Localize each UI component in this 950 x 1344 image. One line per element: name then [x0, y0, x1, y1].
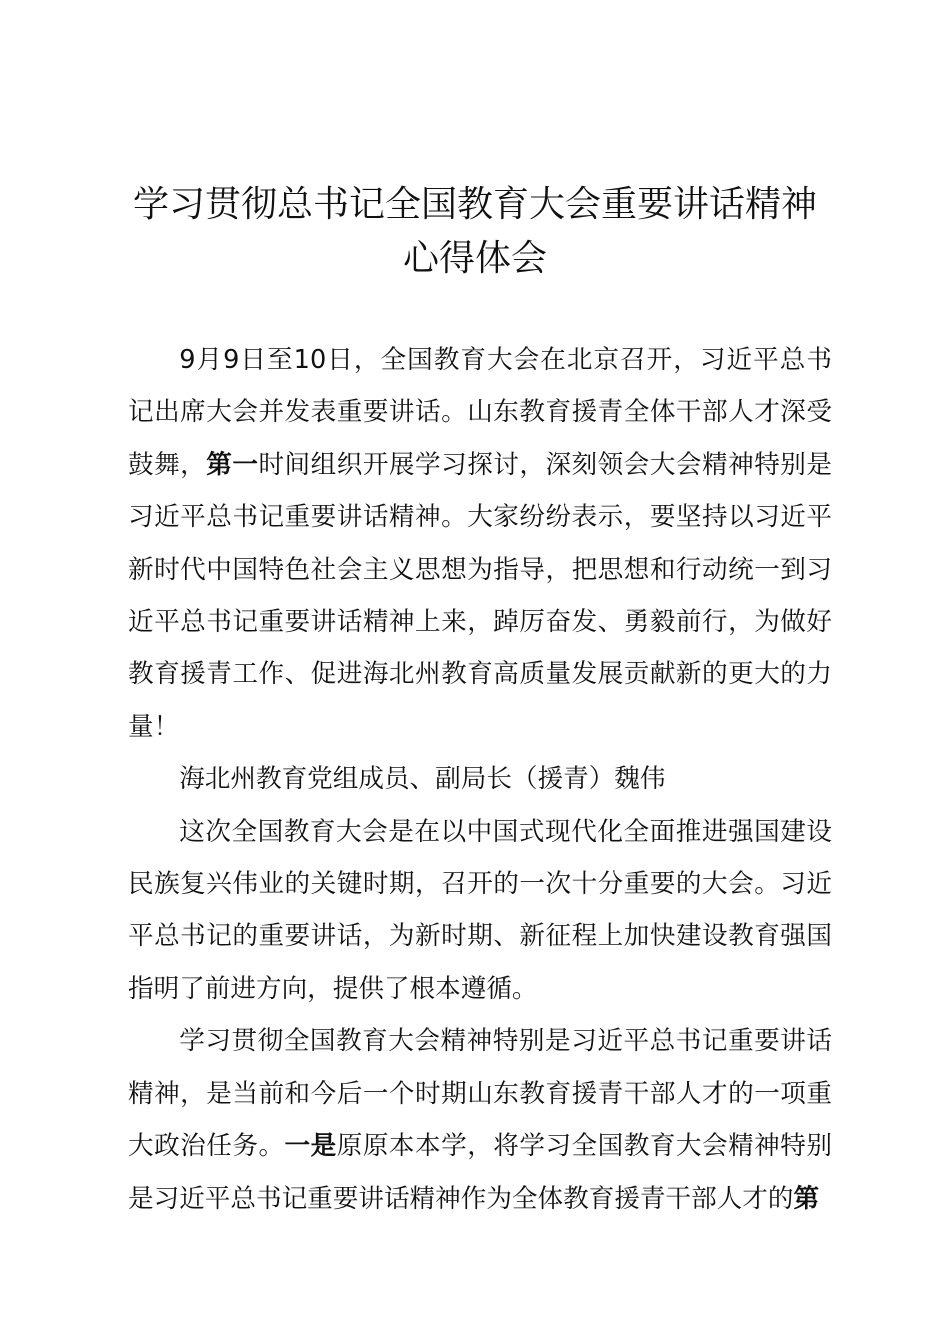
paragraph-tasks	[128, 1015, 832, 1225]
speaker-line: 海北州教育党组成员、副局长（援青）魏伟	[179, 764, 666, 795]
paragraph-tasks-bold-1: 一是	[284, 1131, 337, 1162]
paragraph-tasks-bold-2: 第	[793, 1183, 820, 1214]
paragraph-intro-bold: 第一	[206, 449, 259, 480]
paragraph-tasks-text-a: 学习贯彻全国教育大会精神特别是习近平总书记重要讲话精神，是当前和今后一个时期山东教育援青干部人才的一项重大政治任务。	[128, 1026, 832, 1162]
paragraph-intro	[128, 334, 832, 753]
paragraph-tasks-text-b: 原原本本学，将学习全国教育大会精神特别是习近平总书记重要讲话精神作为全体教育援青干部人才的	[128, 1131, 832, 1214]
document-title: 学习贯彻总书记全国教育大会重要讲话精神心得体会	[132, 184, 817, 279]
document-body	[128, 334, 832, 1225]
paragraph-significance: 这次全国教育大会是在以中国式现代化全面推进强国建设民族复兴伟业的关键时期，召开的一次十分重要的大会。习近平总书记的重要讲话，为新时期、新征程上加快建设教育强国指明了前进方向，提供了根本遵循。	[128, 816, 832, 1004]
paragraph-intro-text-a: 9月9日至10日，全国教育大会在北京召开，习近平总书记出席大会并发表重要讲话。山东教育援青全体干部人才深受鼓舞，	[128, 345, 832, 480]
paragraph-intro-text-b: 时间组织开展学习探讨，深刻领会大会精神特别是习近平总书记重要讲话精神。大家纷纷表示，要坚持以习近平新时代中国特色社会主义思想为指导，把思想和行动统一到习近平总书记重要讲话精神上来，踔厉奋发、勇毅前行，为做好教育援青工作、促进海北州教育高质量发展贡献新的更大的力量！	[128, 449, 832, 742]
